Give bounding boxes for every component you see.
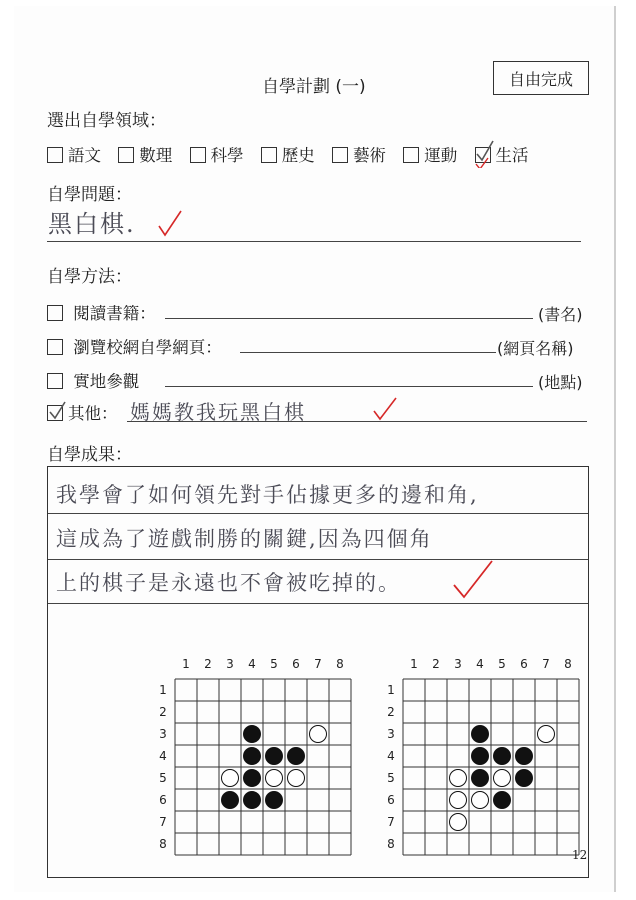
white-stone xyxy=(288,770,305,787)
result-text-3[interactable]: 上的棋子是永遠也不會被吃掉的。 xyxy=(56,571,401,595)
row-label: 7 xyxy=(387,815,395,829)
check-mark-icon xyxy=(48,400,68,422)
column-label: 6 xyxy=(520,657,528,671)
row-label: 4 xyxy=(387,749,395,763)
board-grid xyxy=(155,657,353,857)
other-answer[interactable]: 媽媽教我玩黑白棋 xyxy=(130,400,306,424)
column-label: 5 xyxy=(270,657,278,671)
column-label: 2 xyxy=(432,657,440,671)
red-check-icon xyxy=(370,395,400,423)
browse-underline xyxy=(240,352,496,353)
checkbox[interactable] xyxy=(47,147,63,163)
checkbox[interactable] xyxy=(118,147,134,163)
black-stone xyxy=(244,792,261,809)
white-stone xyxy=(538,726,555,743)
black-stone xyxy=(244,770,261,787)
black-stone xyxy=(222,792,239,809)
column-label: 6 xyxy=(292,657,300,671)
column-label: 4 xyxy=(476,657,484,671)
result-label: 自學成果： xyxy=(47,445,132,465)
black-stone xyxy=(266,792,283,809)
row-label: 6 xyxy=(159,793,167,807)
question-label: 自學問題： xyxy=(47,185,132,205)
visit-suffix: (地點) xyxy=(538,373,583,392)
white-stone xyxy=(222,770,239,787)
row-label: 5 xyxy=(159,771,167,785)
result-box xyxy=(47,466,589,878)
row-label: 8 xyxy=(387,837,395,851)
column-label: 4 xyxy=(248,657,256,671)
red-check-icon xyxy=(155,208,185,238)
row-label: 8 xyxy=(159,837,167,851)
row-label: 1 xyxy=(159,683,167,697)
method-other[interactable]: 其他： xyxy=(47,400,118,424)
black-stone xyxy=(266,748,283,765)
row-label: 1 xyxy=(387,683,395,697)
black-stone xyxy=(472,748,489,765)
black-stone xyxy=(472,770,489,787)
domain-option-science[interactable]: 科學 xyxy=(190,142,244,166)
black-stone xyxy=(516,770,533,787)
read-suffix: (書名) xyxy=(538,305,583,324)
checkbox[interactable] xyxy=(47,339,63,355)
column-label: 8 xyxy=(564,657,572,671)
checkbox[interactable] xyxy=(47,305,63,321)
domain-option-language[interactable]: 語文 xyxy=(47,142,101,166)
column-label: 1 xyxy=(410,657,418,671)
checkbox[interactable] xyxy=(261,147,277,163)
row-label: 2 xyxy=(387,705,395,719)
white-stone xyxy=(310,726,327,743)
board-grid xyxy=(383,657,581,857)
checkbox-checked[interactable] xyxy=(47,405,63,421)
black-stone xyxy=(494,748,511,765)
othello-board-1 xyxy=(155,657,353,857)
black-stone xyxy=(244,748,261,765)
method-browse[interactable]: 瀏覽校網自學網頁： xyxy=(47,334,222,358)
domain-option-history[interactable]: 歷史 xyxy=(261,142,315,166)
column-label: 1 xyxy=(182,657,190,671)
method-read[interactable]: 閱讀書籍： xyxy=(47,300,156,324)
check-mark-icon xyxy=(474,138,496,168)
white-stone xyxy=(450,792,467,809)
domain-label: 選出自學領域： xyxy=(47,111,166,131)
domain-option-life[interactable]: 生活 xyxy=(475,142,529,166)
free-completion-badge: 自由完成 xyxy=(493,61,589,95)
row-label: 5 xyxy=(387,771,395,785)
domain-option-sports[interactable]: 運動 xyxy=(403,142,457,166)
checkbox[interactable] xyxy=(190,147,206,163)
column-label: 3 xyxy=(226,657,234,671)
result-text-1[interactable]: 我學會了如何領先對手佔據更多的邊和角, xyxy=(56,483,479,507)
column-label: 7 xyxy=(314,657,322,671)
visit-underline xyxy=(165,386,533,387)
row-label: 2 xyxy=(159,705,167,719)
domain-option-math[interactable]: 數理 xyxy=(118,142,172,166)
black-stone xyxy=(494,792,511,809)
column-label: 7 xyxy=(542,657,550,671)
column-label: 5 xyxy=(498,657,506,671)
row-label: 3 xyxy=(387,727,395,741)
white-stone xyxy=(266,770,283,787)
othello-board-2 xyxy=(383,657,581,857)
white-stone xyxy=(450,770,467,787)
method-visit[interactable]: 實地參觀 xyxy=(47,368,139,392)
result-text-2[interactable]: 這成為了遊戲制勝的關鍵,因為四個角 xyxy=(56,527,433,551)
row-label: 6 xyxy=(387,793,395,807)
result-line-3 xyxy=(48,603,588,604)
column-label: 3 xyxy=(454,657,462,671)
result-line-2 xyxy=(48,559,588,560)
white-stone xyxy=(494,770,511,787)
browse-suffix: (網頁名稱) xyxy=(497,339,574,358)
row-label: 7 xyxy=(159,815,167,829)
question-answer[interactable]: 黑白棋. xyxy=(48,210,136,238)
column-label: 2 xyxy=(204,657,212,671)
page-number: 12 xyxy=(572,848,588,862)
white-stone xyxy=(450,814,467,831)
black-stone xyxy=(472,726,489,743)
red-check-icon xyxy=(448,557,498,603)
black-stone xyxy=(244,726,261,743)
method-label: 自學方法： xyxy=(47,267,132,287)
black-stone xyxy=(516,748,533,765)
checkbox[interactable] xyxy=(332,147,348,163)
black-stone xyxy=(288,748,305,765)
page-title: 自學計劃 (一) xyxy=(262,77,366,97)
row-label: 3 xyxy=(159,727,167,741)
checkbox[interactable] xyxy=(47,373,63,389)
domain-option-arts[interactable]: 藝術 xyxy=(332,142,386,166)
checkbox[interactable] xyxy=(403,147,419,163)
row-label: 4 xyxy=(159,749,167,763)
question-underline xyxy=(47,241,581,242)
result-line-1 xyxy=(48,513,588,514)
read-underline xyxy=(165,318,533,319)
column-label: 8 xyxy=(336,657,344,671)
domain-checkbox-row xyxy=(47,142,541,166)
white-stone xyxy=(472,792,489,809)
checkbox-checked[interactable] xyxy=(475,147,491,163)
